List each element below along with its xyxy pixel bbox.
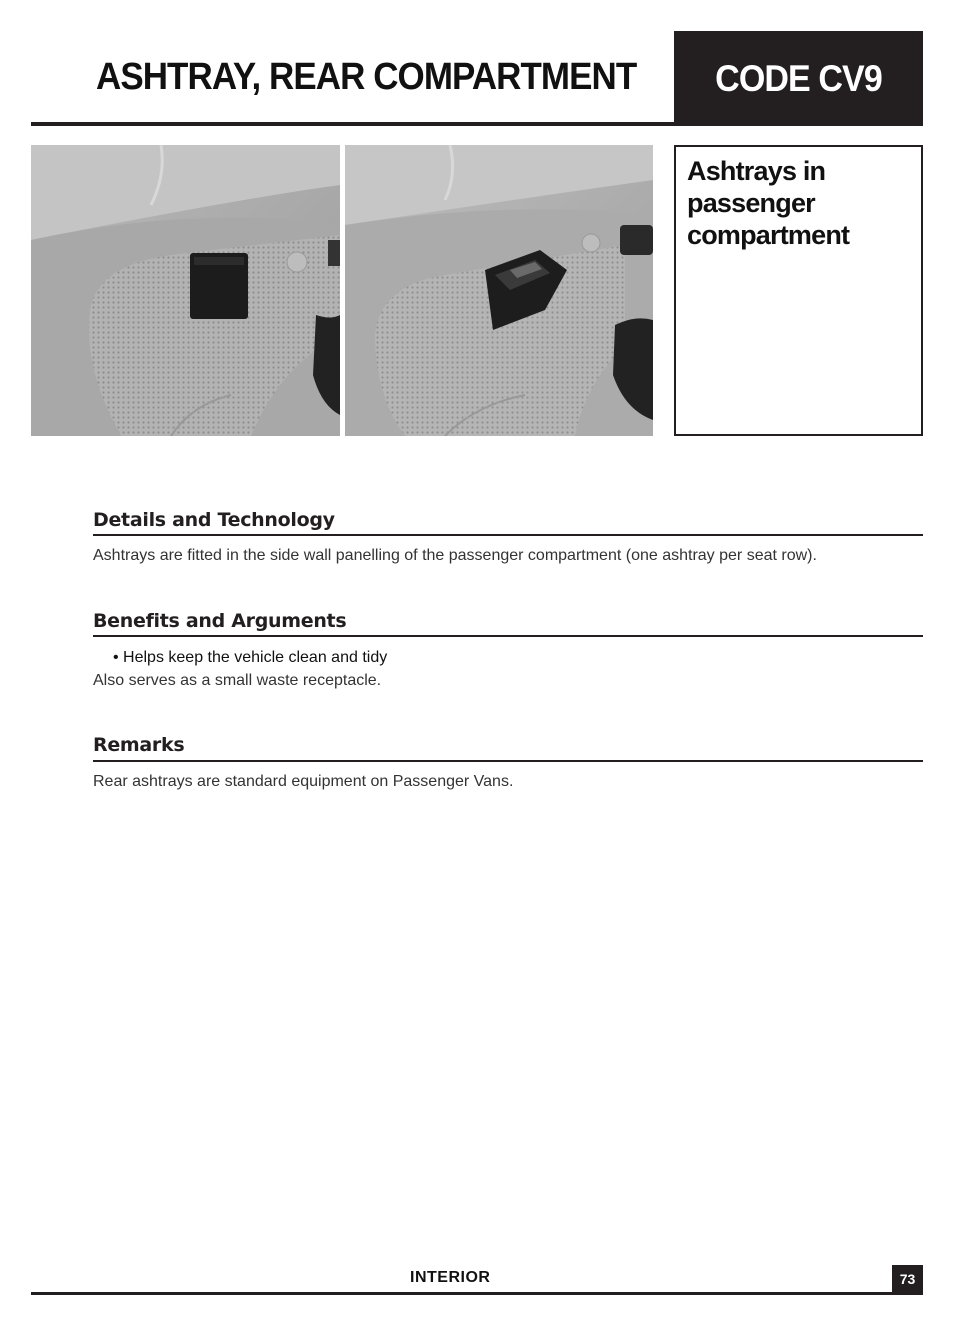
footer-divider [31, 1292, 923, 1295]
benefits-text: Also serves as a small waste receptacle. [93, 672, 382, 689]
title-divider [31, 122, 674, 126]
open-ashtray-photo [345, 145, 653, 436]
benefit-bullet: • Helps keep the vehicle clean and tidy [113, 649, 388, 666]
benefits-divider [93, 635, 923, 637]
caption-box [674, 145, 923, 436]
caption-text: Ashtrays in passenger compartment [687, 156, 850, 250]
footer-section-label: INTERIOR [410, 1269, 491, 1286]
remarks-heading: Remarks [93, 734, 185, 756]
details-text: Ashtrays are fitted in the side wall panelling of the passenger compartment (one ashtray per seat row). [93, 547, 817, 564]
page-number: 73 [899, 1271, 916, 1287]
code-label: CODE CV9 [715, 58, 882, 99]
page-number-badge [892, 1265, 923, 1294]
page-title: ASHTRAY, REAR COMPARTMENT [96, 56, 637, 98]
remarks-text: Rear ashtrays are standard equipment on Passenger Vans. [93, 773, 514, 790]
details-divider [93, 534, 923, 536]
code-badge [674, 31, 923, 126]
benefits-heading: Benefits and Arguments [93, 610, 347, 632]
details-heading: Details and Technology [93, 509, 335, 531]
remarks-divider [93, 760, 923, 762]
closed-ashtray-photo [31, 145, 340, 436]
